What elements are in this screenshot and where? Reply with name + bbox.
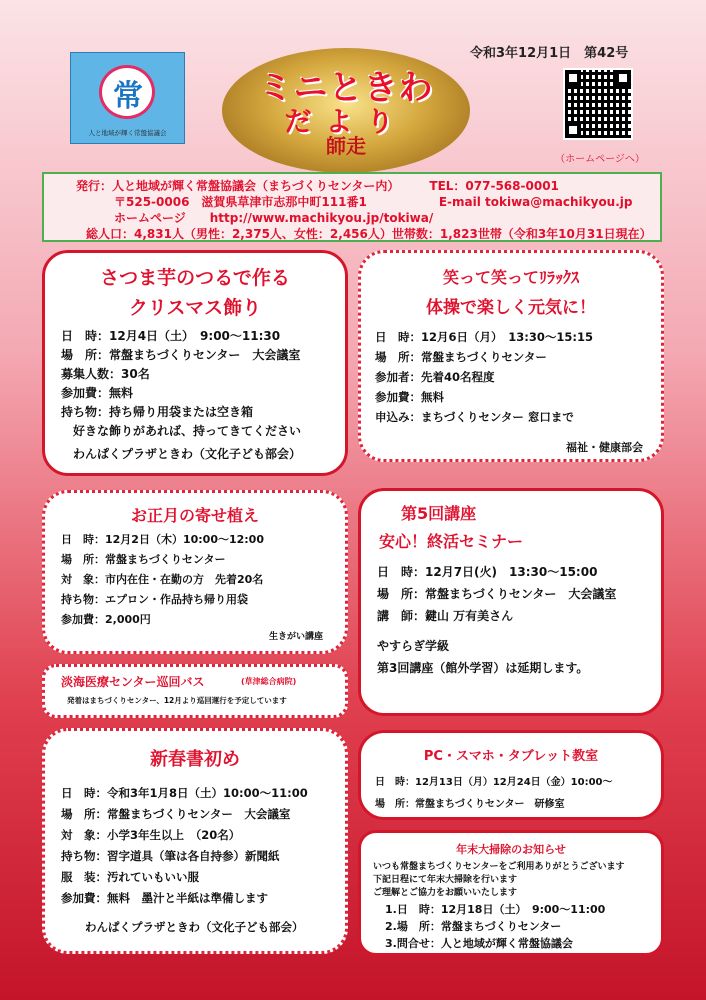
detail-line: 日 時：12月13日（月）12月24日（金）10:00～ bbox=[375, 777, 613, 788]
detail-line: 発着はまちづくりセンター、12月より巡回運行を予定しています bbox=[67, 696, 287, 705]
department-label: 福祉・健康部会 bbox=[566, 441, 643, 454]
card-title-note: (草津総合病院) bbox=[241, 677, 297, 686]
detail-line: 募集人数：30名 bbox=[61, 367, 150, 381]
detail-line: 持ち物：エプロン・作品持ち帰り用袋 bbox=[61, 593, 248, 606]
detail-line: 場 所：常盤まちづくりセンター bbox=[61, 553, 226, 566]
qr-finder-icon bbox=[565, 70, 581, 86]
pc-class-card bbox=[358, 730, 664, 820]
card-title: 第5回講座 bbox=[401, 504, 477, 523]
card-title: 笑って笑ってﾘﾗｯｸｽ bbox=[442, 268, 579, 287]
detail-line: 参加費：無料 bbox=[61, 386, 134, 400]
detail-line: 好きな飾りがあれば、持ってきてください bbox=[61, 424, 302, 438]
month-label: 師走 bbox=[326, 134, 366, 158]
detail-line: 場 所：常盤まちづくりセンター 大会議室 bbox=[377, 587, 617, 601]
card-title: 新春書初め bbox=[150, 749, 240, 770]
detail-line: いつも常盤まちづくりセンターをご利用ありがとうございます bbox=[373, 862, 625, 872]
detail-line: 下記日程にて年末大掃除を行います bbox=[373, 875, 518, 885]
population-line: 総人口：4,831人（男性：2,375人、女性：2,456人）世帯数：1,823世帯（令和3年10月31日現在） bbox=[86, 227, 652, 241]
organization-logo bbox=[70, 52, 185, 144]
note-line: やすらぎ学級 bbox=[377, 639, 450, 653]
detail-line: 場 所：常盤まちづくりセンター 大会議室 bbox=[61, 348, 301, 362]
detail-line: 日 時：12月6日（月） 13:30～15:15 bbox=[375, 330, 593, 344]
issue-date: 令和3年12月1日 第42号 bbox=[470, 46, 629, 61]
address-line: 〒525-0006 滋賀県草津市志那中町111番1 E-mail tokiwa@machikyou.jp bbox=[114, 195, 633, 209]
card-title: 体操で楽しく元気に！ bbox=[426, 298, 596, 318]
qr-finder-icon bbox=[565, 122, 581, 138]
detail-line: 持ち物：持ち帰り用袋または空き箱 bbox=[61, 405, 254, 419]
newsletter-title: ミニときわ bbox=[258, 68, 434, 108]
card-title: 淡海医療センター巡回バス bbox=[61, 675, 205, 689]
detail-line: 申込み：まちづくりセンター 窓口まで bbox=[375, 410, 574, 424]
detail-line: 1.日 時：12月18日（土） 9:00～11:00 bbox=[385, 903, 606, 916]
detail-line: 対 象：市内在住・在勤の方 先着20名 bbox=[61, 573, 264, 586]
detail-line: ご理解とご協力をお願いいたします bbox=[373, 888, 518, 898]
card-title: お正月の寄せ植え bbox=[130, 506, 259, 525]
detail-line: 講 師：鍵山 万有美さん bbox=[377, 609, 514, 623]
detail-line: 対 象：小学3年生以上 （20名） bbox=[61, 828, 241, 842]
card-title: 年末大掃除のお知らせ bbox=[456, 843, 566, 856]
note-line: 第3回講座（館外学習）は延期します。 bbox=[377, 661, 589, 675]
detail-line: 場 所：常盤まちづくりセンター 大会議室 bbox=[61, 807, 291, 821]
detail-line: 日 時：12月7日(火) 13:30～15:00 bbox=[377, 565, 598, 579]
detail-line: 日 時：令和3年1月8日（土）10:00～11:00 bbox=[61, 786, 308, 800]
detail-line: 日 時：12月4日（土） 9:00～11:30 bbox=[61, 329, 281, 343]
detail-line: 場 所：常盤まちづくりセンター bbox=[375, 350, 547, 364]
detail-line: 日 時：12月2日（木）10:00～12:00 bbox=[61, 533, 264, 546]
publisher-info-box bbox=[42, 172, 662, 242]
cleaning-notice-card bbox=[358, 830, 664, 956]
card-title: クリスマス飾り bbox=[128, 297, 262, 319]
qr-link-label[interactable]: （ホームページへ） bbox=[555, 154, 645, 165]
qr-finder-icon bbox=[615, 70, 631, 86]
detail-line: 参加費：2,000円 bbox=[61, 613, 151, 626]
detail-line: 服 装：汚れていもいい服 bbox=[61, 870, 199, 884]
detail-line: 参加費：無料 墨汁と半紙は準備します bbox=[61, 891, 268, 905]
department-label: わんぱくプラザときわ（文化子ども部会） bbox=[85, 920, 304, 934]
detail-line: 3.問合せ：人と地域が輝く常盤協議会 bbox=[385, 937, 573, 950]
publisher-line: 発行：人と地域が輝く常盤協議会（まちづくりセンター内） TEL：077-568-0001 bbox=[76, 179, 559, 193]
event-card-calligraphy bbox=[42, 728, 348, 954]
card-title: さつま芋のつるで作る bbox=[100, 267, 290, 289]
qr-code-icon[interactable] bbox=[563, 68, 633, 140]
detail-line: 参加費：無料 bbox=[375, 390, 444, 404]
bus-notice-card bbox=[42, 664, 348, 718]
card-title: PC・スマホ・タブレット教室 bbox=[423, 749, 599, 764]
detail-line: 2.場 所：常盤まちづくりセンター bbox=[385, 920, 562, 933]
detail-line: 持ち物：習字道具（筆は各自持参）新聞紙 bbox=[61, 849, 280, 863]
homepage-line[interactable]: ホームページ http://www.machikyou.jp/tokiwa/ bbox=[114, 211, 434, 225]
department-label: わんぱくプラザときわ（文化子ども部会） bbox=[61, 447, 302, 461]
event-card-exercise bbox=[358, 250, 664, 462]
event-card-seminar bbox=[358, 488, 664, 716]
newsletter-subtitle: だより bbox=[284, 107, 408, 138]
event-card-christmas bbox=[42, 250, 348, 476]
department-label: 生きがい講座 bbox=[268, 632, 323, 642]
event-card-new-year-planting bbox=[42, 490, 348, 654]
card-title: 安心！終活セミナー bbox=[379, 532, 524, 551]
detail-line: 参加者：先着40名程度 bbox=[375, 370, 495, 384]
logo-caption: 人と地域が輝く常盤協議会 bbox=[88, 129, 167, 137]
detail-line: 場 所：常盤まちづくりセンター 研修室 bbox=[375, 799, 565, 810]
logo-mark-icon: 常 bbox=[113, 79, 143, 114]
